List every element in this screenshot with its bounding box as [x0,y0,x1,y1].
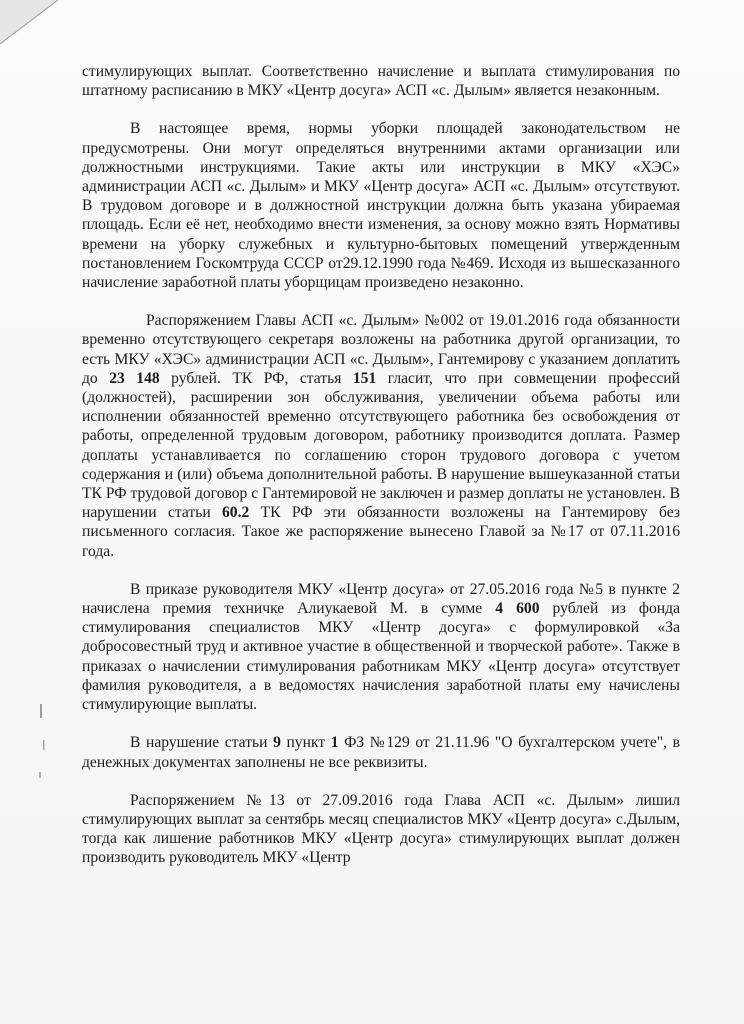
paragraph-1: стимулирующих выплат. Соответственно начисление и выплата стимулирования по штатному расписанию в МКУ «Центр досуга» АСП «с. Дылым» является незаконным. [82,63,680,100]
paragraph-3: Распоряжением Главы АСП «с. Дылым» №002 от 19.01.2016 года обязанности временно отсутствующего секретаря возложены на работника другой организации, то есть МКУ «ХЭС» администрации АСП «с. Дылым», Гантемирову с указанием доплатить до 23 148 рублей. ТК РФ, статья 151 гласит, что при совмещении профессий (должностей), расширении зон обслуживания, увеличении объема работы или исполнении обязанностей временно отсутствующего работника без освобождения от работы, определенной трудовым договором, работнику производится доплата. Размер доплаты устанавливается по соглашению сторон трудового договора с учетом содержания и (или) объема дополнительной работы. В нарушение вышеуказанной статьи ТК РФ трудовой договор с Гантемировой не заключен и размер доплаты не установлен. В нарушении статьи 60.2 ТК РФ эти обязанности возложены на Гантемирову без письменного согласия. Такое же распоряжение вынесено Главой за №17 от 07.11.2016 года. [82,312,680,560]
scan-specks [34,700,54,790]
paragraph-6: Распоряжением №13 от 27.09.2016 года Глава АСП «с. Дылым» лишил стимулирующих выплат за сентябрь месяц специалистов МКУ «Центр досуга» с.Дылым, тогда как лишение работников МКУ «Центр досуга» стимулирующих выплат должен производить руководитель МКУ «Центр [82,791,680,867]
paragraph-5: В нарушение статьи 9 пункт 1 ФЗ №129 от 21.11.96 "О бухгалтерском учете", в денежных документах заполнены не все реквизиты. [82,734,680,771]
document-body [82,62,680,868]
paragraph-4: В приказе руководителя МКУ «Центр досуга» от 27.05.2016 года №5 в пункте 2 начислена премия техничке Алиукаевой М. в сумме 4 600 рублей из фонда стимулирования специалистов МКУ «Центр досуга» с формулировкой «За добросовестный труд и активное участие в общественной и творческой работе». Также в приказах о начислении стимулирования работникам МКУ «Центр досуга» отсутствует фамилия руководителя, а в ведомостях начисления заработной платы ему начислены стимулирующие выплаты. [82,580,680,714]
paragraph-2: В настоящее время, нормы уборки площадей законодательством не предусмотрены. Они могут определяться внутренними актами организации или должностными инструкциями. Такие акты или инструкции в МКУ «ХЭС» администрации АСП «с. Дылым» и МКУ «Центр досуга» АСП «с. Дылым» отсутствуют. В трудовом договоре и в должностной инструкции должна быть указана убираемая площадь. Если её нет, необходимо внести изменения, за основу можно взять Нормативы времени на уборку служебных и культурно-бытовых помещений утвержденным постановлением Госкомтруда СССР от29.12.1990 года №469. Исходя из вышесказанного начисление заработной платы уборщицам произведено незаконно. [82,120,680,292]
